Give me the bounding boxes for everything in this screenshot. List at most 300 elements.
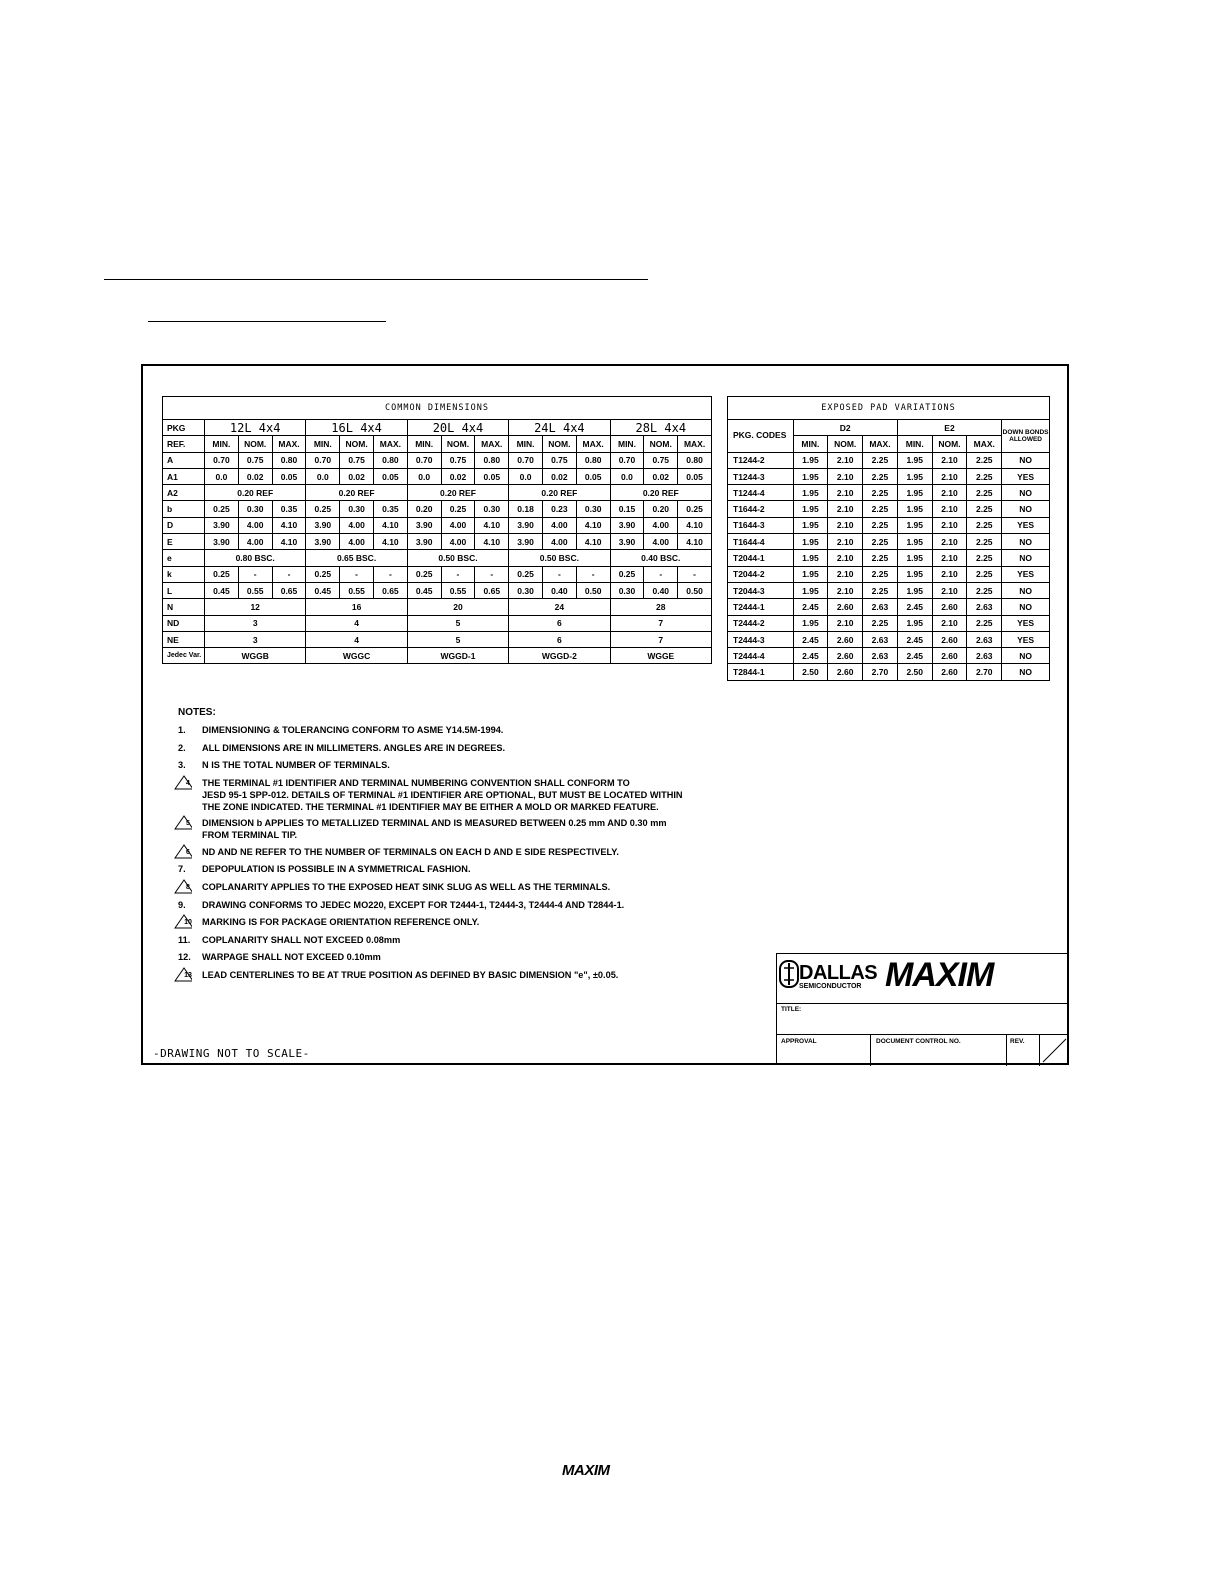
table-cell: 0.30 (340, 501, 374, 517)
pkg-code-cell: T1244-3 (728, 468, 794, 484)
table-cell: 7 (610, 631, 711, 647)
table-cell: 2.25 (863, 582, 898, 598)
note-text: MARKING IS FOR PACKAGE ORIENTATION REFERENCE ONLY. (202, 917, 480, 928)
note-text: WARPAGE SHALL NOT EXCEED 0.10mm (202, 952, 381, 963)
table-cell: 2.10 (932, 501, 967, 517)
rev-slash-icon (1040, 1035, 1069, 1065)
ref-cell: D (163, 517, 205, 533)
table-cell: 0.20 REF (306, 485, 407, 501)
table-cell: 2.25 (967, 485, 1002, 501)
table-cell: 2.25 (967, 582, 1002, 598)
table-cell: 7 (610, 615, 711, 631)
d2-label: D2 (793, 420, 897, 436)
table-cell: 0.30 (610, 582, 644, 598)
pkg-code-cell: T1244-2 (728, 452, 794, 468)
table-cell: 2.10 (828, 468, 863, 484)
table-cell: 20 (407, 599, 508, 615)
table-cell: 0.35 (373, 501, 407, 517)
table-cell: 0.05 (576, 468, 610, 484)
table-cell: 2.45 (897, 631, 932, 647)
subheader: MIN. (407, 436, 441, 452)
cd-subheader-row (163, 436, 712, 452)
drawing-not-to-scale: -DRAWING NOT TO SCALE- (153, 1047, 310, 1060)
table-cell: 1.95 (897, 468, 932, 484)
title-row (777, 1003, 1069, 1035)
table-cell: 3.90 (610, 534, 644, 550)
table-cell: 3.90 (610, 517, 644, 533)
table-cell: 1.95 (793, 582, 828, 598)
table-cell: - (340, 566, 374, 582)
pkg-code-cell: T1244-4 (728, 485, 794, 501)
table-cell: 4.10 (576, 534, 610, 550)
note-item (178, 863, 758, 881)
package-header: 12L 4x4 (205, 420, 306, 436)
table-cell: 0.0 (407, 468, 441, 484)
table-cell: 0.23 (542, 501, 576, 517)
table-cell: 0.70 (610, 452, 644, 468)
ref-cell: Jedec Var. (163, 648, 205, 664)
table-cell: 0.75 (340, 452, 374, 468)
table-cell: 0.50 (576, 582, 610, 598)
note-item (178, 899, 758, 917)
table-cell: 1.95 (897, 517, 932, 533)
table-cell: 1.95 (897, 452, 932, 468)
tb-divider-1 (870, 1034, 871, 1066)
exposed-pad-title: EXPOSED PAD VARIATIONS (728, 397, 1050, 420)
table-cell: 1.95 (793, 615, 828, 631)
semiconductor-text: SEMICONDUCTOR (799, 983, 862, 990)
table-cell: 0.25 (205, 566, 239, 582)
table-cell: 5 (407, 615, 508, 631)
subheader: MAX. (373, 436, 407, 452)
table-cell: 2.25 (863, 615, 898, 631)
note-number: 9. (178, 899, 186, 910)
table-row (163, 517, 712, 533)
pkg-code-cell: T1644-2 (728, 501, 794, 517)
note-item (178, 777, 758, 817)
table-cell: 0.05 (678, 468, 712, 484)
table-cell: 2.10 (932, 615, 967, 631)
table-cell: YES (1002, 517, 1050, 533)
table-cell: 0.70 (306, 452, 340, 468)
table-cell: 0.02 (441, 468, 475, 484)
table-cell: 0.25 (610, 566, 644, 582)
common-dimensions-table (162, 396, 712, 664)
table-cell: NO (1002, 664, 1050, 680)
table-cell: 0.80 (475, 452, 509, 468)
table-cell: 1.95 (793, 534, 828, 550)
table-row (728, 664, 1050, 680)
pkg-code-cell: T2044-1 (728, 550, 794, 566)
table-cell: - (576, 566, 610, 582)
table-cell: WGGE (610, 648, 711, 664)
table-cell: 2.10 (828, 550, 863, 566)
triangle-number: 13 (184, 971, 192, 979)
note-item (178, 742, 758, 760)
subheader: MIN. (509, 436, 543, 452)
table-cell: 0.70 (509, 452, 543, 468)
table-cell: 0.30 (576, 501, 610, 517)
note-number: 3. (178, 760, 186, 771)
table-row (728, 550, 1050, 566)
table-cell: 2.10 (932, 452, 967, 468)
table-cell: WGGC (306, 648, 407, 664)
table-cell: 4 (306, 631, 407, 647)
table-row (163, 631, 712, 647)
table-cell: 4.10 (475, 534, 509, 550)
table-cell: 2.60 (828, 599, 863, 615)
approval-label: APPROVAL (781, 1038, 817, 1045)
table-cell: 3 (205, 615, 306, 631)
exposed-pad-variations-table (727, 396, 1050, 681)
table-cell: WGGD-2 (509, 648, 610, 664)
table-row (728, 582, 1050, 598)
table-cell: 0.02 (644, 468, 678, 484)
table-row (728, 534, 1050, 550)
package-header: 28L 4x4 (610, 420, 711, 436)
table-cell: 3.90 (205, 517, 239, 533)
triangle-number: 5 (186, 819, 190, 827)
table-cell: 0.05 (272, 468, 306, 484)
table-cell: 24 (509, 599, 610, 615)
note-text: COPLANARITY SHALL NOT EXCEED 0.08mm (202, 934, 401, 945)
note-text: ALL DIMENSIONS ARE IN MILLIMETERS. ANGLES ARE IN DEGREES. (202, 742, 506, 753)
table-cell: 2.10 (828, 534, 863, 550)
table-cell: 0.15 (610, 501, 644, 517)
down-bonds-label: DOWN BONDS ALLOWED (1002, 420, 1050, 453)
table-cell: NO (1002, 452, 1050, 468)
note-number: 2. (178, 742, 186, 753)
note-item (178, 759, 758, 777)
note-number: 11. (178, 934, 191, 945)
ref-cell: NE (163, 631, 205, 647)
table-cell: 0.25 (205, 501, 239, 517)
table-cell: 2.70 (863, 664, 898, 680)
subheader: NOM. (441, 436, 475, 452)
ref-cell: N (163, 599, 205, 615)
table-cell: 2.25 (863, 452, 898, 468)
table-cell: 0.75 (238, 452, 272, 468)
table-cell: NO (1002, 485, 1050, 501)
table-cell: 4.00 (238, 517, 272, 533)
subheader: MIN. (793, 436, 828, 452)
note-text: COPLANARITY APPLIES TO THE EXPOSED HEAT SINK SLUG AS WELL AS THE TERMINALS. (202, 881, 611, 892)
table-cell: 4.10 (272, 534, 306, 550)
table-cell: 2.10 (828, 517, 863, 533)
table-cell: 0.0 (509, 468, 543, 484)
table-cell: 0.25 (509, 566, 543, 582)
pkg-codes-label: PKG. CODES (728, 420, 794, 453)
table-row (163, 599, 712, 615)
footer-maxim-logo: MAXIM (562, 1462, 610, 1479)
table-cell: 0.20 REF (407, 485, 508, 501)
table-cell: NO (1002, 599, 1050, 615)
table-cell: 2.10 (828, 485, 863, 501)
table-cell: 2.25 (967, 468, 1002, 484)
table-row (728, 468, 1050, 484)
table-row (728, 501, 1050, 517)
subheader: NOM. (340, 436, 374, 452)
table-cell: 0.0 (205, 468, 239, 484)
table-cell: 2.10 (932, 534, 967, 550)
table-cell: 2.60 (932, 664, 967, 680)
table-cell: 2.10 (932, 468, 967, 484)
table-cell: 2.10 (932, 485, 967, 501)
note-item (178, 951, 758, 969)
title-block-logo-row (777, 954, 1069, 1004)
table-cell: NO (1002, 648, 1050, 664)
package-header: 16L 4x4 (306, 420, 407, 436)
table-cell: 12 (205, 599, 306, 615)
triangle-number: 8 (186, 883, 190, 891)
table-cell: 2.45 (897, 599, 932, 615)
table-cell: 2.25 (863, 517, 898, 533)
cd-package-row (163, 420, 712, 436)
table-cell: 2.25 (863, 468, 898, 484)
table-cell: 0.20 (644, 501, 678, 517)
ref-cell: k (163, 566, 205, 582)
table-cell: 2.60 (932, 648, 967, 664)
ref-cell: A2 (163, 485, 205, 501)
table-cell: 4.00 (441, 534, 475, 550)
table-cell: 2.50 (793, 664, 828, 680)
table-cell: 2.60 (828, 664, 863, 680)
pkg-code-cell: T2444-2 (728, 615, 794, 631)
ref-cell: b (163, 501, 205, 517)
table-cell: 2.10 (932, 566, 967, 582)
table-cell: 0.45 (205, 582, 239, 598)
table-cell: 4.10 (373, 534, 407, 550)
table-cell: 1.95 (897, 566, 932, 582)
subheader: MIN. (897, 436, 932, 452)
table-cell: YES (1002, 566, 1050, 582)
subheader: MAX. (475, 436, 509, 452)
table-cell: 0.25 (441, 501, 475, 517)
pkg-code-cell: T2444-1 (728, 599, 794, 615)
subheader: NOM. (644, 436, 678, 452)
table-cell: 1.95 (793, 452, 828, 468)
table-cell: 2.25 (967, 615, 1002, 631)
table-cell: 0.30 (475, 501, 509, 517)
table-row (728, 517, 1050, 533)
table-cell: 1.95 (897, 501, 932, 517)
table-cell: 0.35 (272, 501, 306, 517)
table-cell: 4.00 (238, 534, 272, 550)
table-cell: 4.10 (475, 517, 509, 533)
table-cell: 0.80 (576, 452, 610, 468)
table-cell: - (272, 566, 306, 582)
subheader: MAX. (576, 436, 610, 452)
table-cell: NO (1002, 501, 1050, 517)
table-cell: WGGD-1 (407, 648, 508, 664)
common-dimensions-title: COMMON DIMENSIONS (163, 397, 712, 420)
table-cell: 0.75 (542, 452, 576, 468)
table-cell: NO (1002, 534, 1050, 550)
table-cell: 0.25 (306, 566, 340, 582)
table-row (728, 648, 1050, 664)
note-item (178, 817, 758, 846)
table-cell: 2.25 (967, 550, 1002, 566)
table-cell: 4.10 (373, 517, 407, 533)
table-cell: 2.63 (967, 648, 1002, 664)
table-row (163, 566, 712, 582)
table-cell: - (373, 566, 407, 582)
note-text: THE TERMINAL #1 IDENTIFIER AND TERMINAL NUMBERING CONVENTION SHALL CONFORM TO JESD 95-1 SPP-012. DETAILS OF TERMINAL #1 IDENTIFIER ARE OPTIONAL, BUT MUST BE LOCATED WITHIN THE ZONE INDICATED. THE TERMINAL #1 IDENTIFIER MAY BE EITHER A MOLD OR MARKED FEATURE. (202, 777, 683, 812)
table-row (163, 615, 712, 631)
table-cell: 0.70 (205, 452, 239, 468)
subheader: MAX. (678, 436, 712, 452)
table-cell: 0.25 (306, 501, 340, 517)
table-row (728, 615, 1050, 631)
table-cell: 2.10 (932, 582, 967, 598)
table-cell: 4.10 (678, 517, 712, 533)
table-cell: 0.20 REF (205, 485, 306, 501)
table-cell: 0.80 (373, 452, 407, 468)
table-cell: 2.25 (863, 485, 898, 501)
table-cell: 0.25 (678, 501, 712, 517)
table-cell: 28 (610, 599, 711, 615)
table-row (163, 534, 712, 550)
table-cell: NO (1002, 550, 1050, 566)
table-cell: 2.50 (897, 664, 932, 680)
table-cell: 0.20 (407, 501, 441, 517)
ref-cell: ND (163, 615, 205, 631)
table-cell: 3 (205, 631, 306, 647)
note-text: ND AND NE REFER TO THE NUMBER OF TERMINALS ON EACH D AND E SIDE RESPECTIVELY. (202, 846, 619, 857)
pkg-code-cell: T2044-3 (728, 582, 794, 598)
table-cell: WGGB (205, 648, 306, 664)
table-cell: - (238, 566, 272, 582)
subheader: NOM. (828, 436, 863, 452)
table-cell: - (441, 566, 475, 582)
table-cell: 0.50 (678, 582, 712, 598)
table-cell: 0.05 (475, 468, 509, 484)
table-cell: 2.10 (828, 566, 863, 582)
table-cell: 4.00 (644, 517, 678, 533)
table-cell: 16 (306, 599, 407, 615)
table-cell: 0.50 BSC. (509, 550, 610, 566)
note-number: 1. (178, 725, 186, 735)
pkg-code-cell: T2044-2 (728, 566, 794, 582)
table-cell: 0.55 (441, 582, 475, 598)
pkg-code-cell: T2444-4 (728, 648, 794, 664)
table-cell: 0.55 (238, 582, 272, 598)
table-cell: 2.25 (967, 501, 1002, 517)
table-cell: 2.25 (863, 501, 898, 517)
top-rule (104, 279, 648, 280)
table-cell: 1.95 (897, 615, 932, 631)
table-cell: 3.90 (306, 517, 340, 533)
table-cell: 2.60 (932, 599, 967, 615)
table-cell: - (475, 566, 509, 582)
table-cell: 2.25 (863, 566, 898, 582)
triangle-number: 6 (186, 848, 190, 856)
table-cell: 0.30 (509, 582, 543, 598)
table-cell: 0.02 (238, 468, 272, 484)
note-text: DIMENSION b APPLIES TO METALLIZED TERMINAL AND IS MEASURED BETWEEN 0.25 mm AND 0.30 mm FROM TERMINAL TIP. (202, 817, 667, 840)
table-cell: 2.63 (863, 648, 898, 664)
table-row (728, 452, 1050, 468)
table-row (163, 452, 712, 468)
table-cell: 2.10 (932, 550, 967, 566)
subheader: MIN. (610, 436, 644, 452)
table-cell: 1.95 (793, 468, 828, 484)
notes-heading: NOTES: (178, 707, 216, 718)
table-row (728, 631, 1050, 647)
table-cell: 2.10 (828, 501, 863, 517)
table-row (163, 550, 712, 566)
table-cell: 0.20 REF (509, 485, 610, 501)
table-cell: 2.60 (828, 631, 863, 647)
table-cell: 1.95 (897, 534, 932, 550)
maxim-logo: MAXIM (885, 956, 994, 994)
note-item (178, 969, 758, 987)
table-cell: 4.00 (542, 517, 576, 533)
table-cell: 3.90 (509, 517, 543, 533)
table-cell: 0.20 REF (610, 485, 711, 501)
table-cell: 0.25 (407, 566, 441, 582)
table-cell: 0.02 (340, 468, 374, 484)
table-cell: YES (1002, 631, 1050, 647)
note-text: LEAD CENTERLINES TO BE AT TRUE POSITION AS DEFINED BY BASIC DIMENSION "e", ±0.05. (202, 969, 619, 980)
rev-label: REV. (1010, 1038, 1025, 1045)
table-cell: 0.65 (272, 582, 306, 598)
table-cell: 0.40 (542, 582, 576, 598)
note-item (178, 916, 758, 934)
table-row (163, 468, 712, 484)
table-cell: 0.0 (306, 468, 340, 484)
table-cell: 2.25 (967, 566, 1002, 582)
table-cell: 1.95 (793, 485, 828, 501)
table-cell: 6 (509, 631, 610, 647)
table-cell: 0.30 (238, 501, 272, 517)
note-text: N IS THE TOTAL NUMBER OF TERMINALS. (202, 760, 390, 771)
table-cell: 0.45 (306, 582, 340, 598)
table-cell: 2.70 (967, 664, 1002, 680)
table-cell: 2.45 (793, 599, 828, 615)
table-row (728, 599, 1050, 615)
table-cell: 3.90 (306, 534, 340, 550)
table-cell: 2.63 (967, 599, 1002, 615)
table-cell: 2.10 (828, 615, 863, 631)
note-text: DRAWING CONFORMS TO JEDEC MO220, EXCEPT FOR T2444-1, T2444-3, T2444-4 AND T2844-1. (202, 899, 625, 910)
table-cell: 3.90 (205, 534, 239, 550)
table-cell: 0.65 (373, 582, 407, 598)
table-row (163, 648, 712, 664)
table-cell: 5 (407, 631, 508, 647)
ep-title-row (728, 397, 1050, 420)
table-cell: 0.05 (373, 468, 407, 484)
ref-cell: E (163, 534, 205, 550)
table-row (728, 566, 1050, 582)
table-cell: 2.45 (793, 648, 828, 664)
table-cell: 0.70 (407, 452, 441, 468)
pkg-code-cell: T1644-4 (728, 534, 794, 550)
triangle-number: 10 (184, 919, 192, 927)
note-item (178, 881, 758, 899)
pkg-label: PKG (163, 420, 205, 436)
pkg-code-cell: T2844-1 (728, 664, 794, 680)
subheader: NOM. (542, 436, 576, 452)
table-cell: 2.45 (897, 648, 932, 664)
table-cell: 1.95 (897, 485, 932, 501)
ref-cell: L (163, 582, 205, 598)
table-cell: 4.10 (272, 517, 306, 533)
table-cell: 2.10 (828, 452, 863, 468)
table-cell: 0.50 BSC. (407, 550, 508, 566)
table-cell: NO (1002, 582, 1050, 598)
table-cell: 4.00 (441, 517, 475, 533)
